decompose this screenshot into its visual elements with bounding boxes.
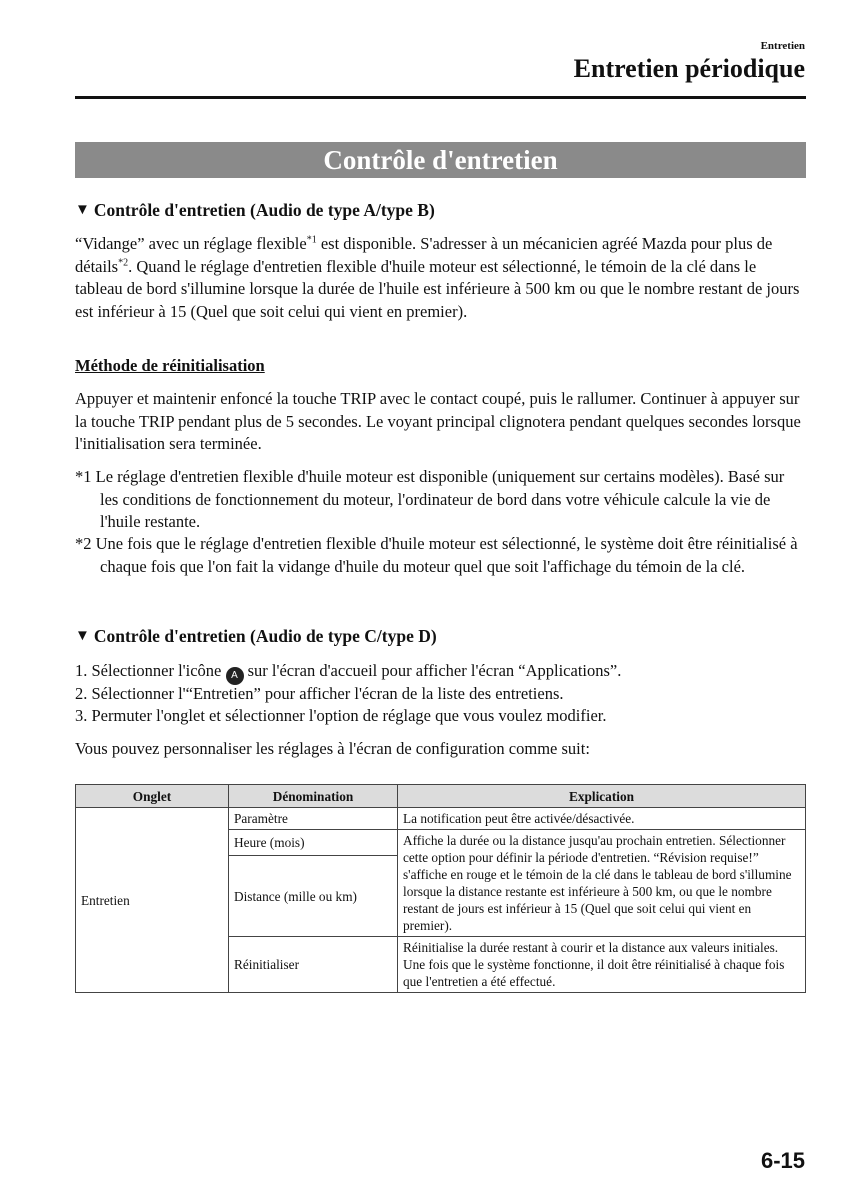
footnote-ref-1: *1 [306, 234, 317, 246]
cell-distance-name: Distance (mille ou km) [229, 856, 398, 937]
step-1-text-a: 1. Sélectionner l'icône [75, 661, 226, 680]
intro-text-c: . Quand le réglage d'entretien flexible d'huile moteur est sélectionné, le témoin de la clé dans le tableau de bord s'illumine lorsque la durée de l'huile est inférieure à 500 km ou que le nombre restant de jours est inférieur à 15 (Quel que soit celui qui vient en premier). [75, 256, 800, 321]
section2-heading [75, 626, 437, 647]
header-denomination: Dénomination [229, 785, 398, 808]
step-1 [75, 660, 806, 685]
cell-tab: Entretien [76, 808, 229, 993]
reset-expl-line-2: Une fois que le système fonctionne, il doit être réinitialisé à chaque fois que l'entretien a été effectué. [403, 957, 785, 989]
table-header-row [76, 785, 806, 808]
step-3: 3. Permuter l'onglet et sélectionner l'option de réglage que vous voulez modifier. [75, 706, 607, 725]
page-number: 6-15 [760, 1148, 805, 1173]
step-1-text-b: sur l'écran d'accueil pour afficher l'écran “Applications”. [243, 661, 622, 680]
cell-reset-name: Réinitialiser [229, 937, 398, 993]
maintenance-settings-table [75, 784, 806, 993]
header-rule [75, 96, 806, 99]
table-row [76, 808, 806, 830]
triangle-bullet-icon: ▼ [75, 628, 90, 644]
intro-text-a: “Vidange” avec un réglage flexible [75, 234, 307, 253]
cell-param-expl: La notification peut être activée/désactivée. [398, 808, 806, 830]
section2-heading-text: Contrôle d'entretien (Audio de type C/type D) [93, 626, 437, 646]
method-text: Appuyer et maintenir enfoncé la touche TRIP avec le contact coupé, puis le rallumer. Continuer à appuyer sur la touche TRIP pendant plus de 5 secondes. Le voyant principal clignotera pendant quelques secondes lorsque l'initialisation sera terminée. [75, 389, 801, 453]
config-text: Vous pouvez personnaliser les réglages à l'écran de configuration comme suit: [75, 739, 590, 758]
reset-expl-line-1: Réinitialise la durée restant à courir et la distance aux valeurs initiales. [403, 940, 779, 955]
running-header-chapter: Entretien périodique [573, 54, 805, 83]
header-explication: Explication [398, 785, 806, 808]
header-onglet: Onglet [76, 785, 229, 808]
section1-heading [75, 200, 435, 221]
cell-reset-expl [398, 937, 806, 993]
cell-heure-name: Heure (mois) [229, 830, 398, 856]
section1-intro [75, 233, 806, 323]
triangle-bullet-icon: ▼ [75, 202, 90, 218]
step-2: 2. Sélectionner l'“Entretien” pour afficher l'écran de la liste des entretiens. [75, 684, 564, 703]
footnote-ref-2: *2 [118, 257, 129, 268]
section1-heading-text: Contrôle d'entretien (Audio de type A/type B) [93, 200, 435, 220]
section-banner: Contrôle d'entretien [75, 142, 806, 178]
footnote-1: *1 Le réglage d'entretien flexible d'huile moteur est disponible (uniquement sur certains modèles). Basé sur les conditions de fonctionnement du moteur, l'ordinateur de bord dans votre véhicule calcule la vie de l'huile restante. [75, 467, 785, 531]
method-heading: Méthode de réinitialisation [75, 356, 265, 375]
running-header-section: Entretien [760, 40, 805, 52]
footnote-2: *2 Une fois que le réglage d'entretien flexible d'huile moteur est sélectionné, le système doit être réinitialisé à chaque fois que l'on fait la vidange d'huile du moteur quel que soit l'affichage du témoin de la clé. [75, 534, 798, 576]
applications-icon: A [226, 667, 244, 685]
cell-heure-distance-expl: Affiche la durée ou la distance jusqu'au prochain entretien. Sélectionner cette option pour définir la période d'entretien. “Révision requise!” s'affiche en rouge et le témoin de la clé dans le tableau de bord s'illumine lorsque la distance restante est inférieure à 500 km, ou que le nombre restant de jours est inférieur à 15 (Quel que soit celui qui vient en premier). [398, 830, 806, 937]
cell-param-name: Paramètre [229, 808, 398, 830]
intro-text-b: est disponible. S'adresser à un mécanicien agréé Mazda pour plus de détails [75, 234, 773, 276]
